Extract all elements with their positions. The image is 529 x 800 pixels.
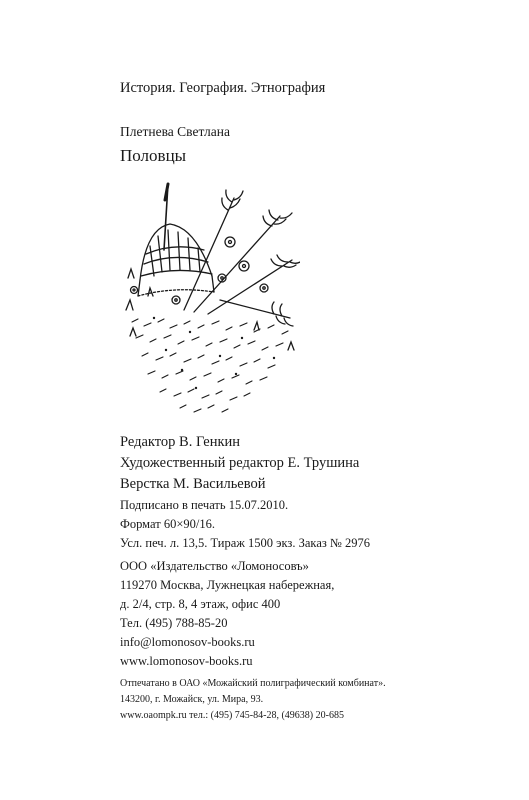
signed-date-line: Подписано в печать 15.07.2010. xyxy=(120,498,289,512)
print-run-line: Усл. печ. л. 13,5. Тираж 1500 экз. Заказ № 2976 xyxy=(120,536,370,550)
publisher-block xyxy=(120,557,334,671)
credits-block xyxy=(120,432,359,495)
publisher-address-line-2: д. 2/4, стр. 8, 4 этаж, офис 400 xyxy=(120,597,281,611)
printer-address: 143200, г. Можайск, ул. Мира, 93. xyxy=(120,694,264,705)
book-title: Половцы xyxy=(120,146,187,165)
publisher-address-line-1: 119270 Москва, Лужнецкая набережная, xyxy=(120,578,335,592)
art-editor-line: Художественный редактор Е. Трушина xyxy=(120,455,360,471)
publisher-name: ООО «Издательство «Ломоносовъ» xyxy=(120,559,309,573)
author-name: Плетнева Светлана xyxy=(120,124,230,139)
print-specs-block xyxy=(120,496,370,553)
yurt-with-wheat-illustration xyxy=(124,180,300,416)
layout-line: Верстка М. Васильевой xyxy=(120,476,266,492)
printer-contacts: www.oaompk.ru тел.: (495) 745-84-28, (49638) 20-685 xyxy=(120,710,344,721)
format-line: Формат 60×90/16. xyxy=(120,517,215,531)
series-title: История. География. Этнография xyxy=(120,80,326,96)
editor-line: Редактор В. Генкин xyxy=(120,434,241,450)
publisher-phone: Тел. (495) 788-85-20 xyxy=(120,616,228,630)
publisher-website: www.lomonosov-books.ru xyxy=(120,654,253,668)
printer-name: Отпечатано в ОАО «Можайский полиграфический комбинат». xyxy=(120,678,386,689)
printer-block xyxy=(120,676,386,724)
publisher-email: info@lomonosov-books.ru xyxy=(120,635,255,649)
